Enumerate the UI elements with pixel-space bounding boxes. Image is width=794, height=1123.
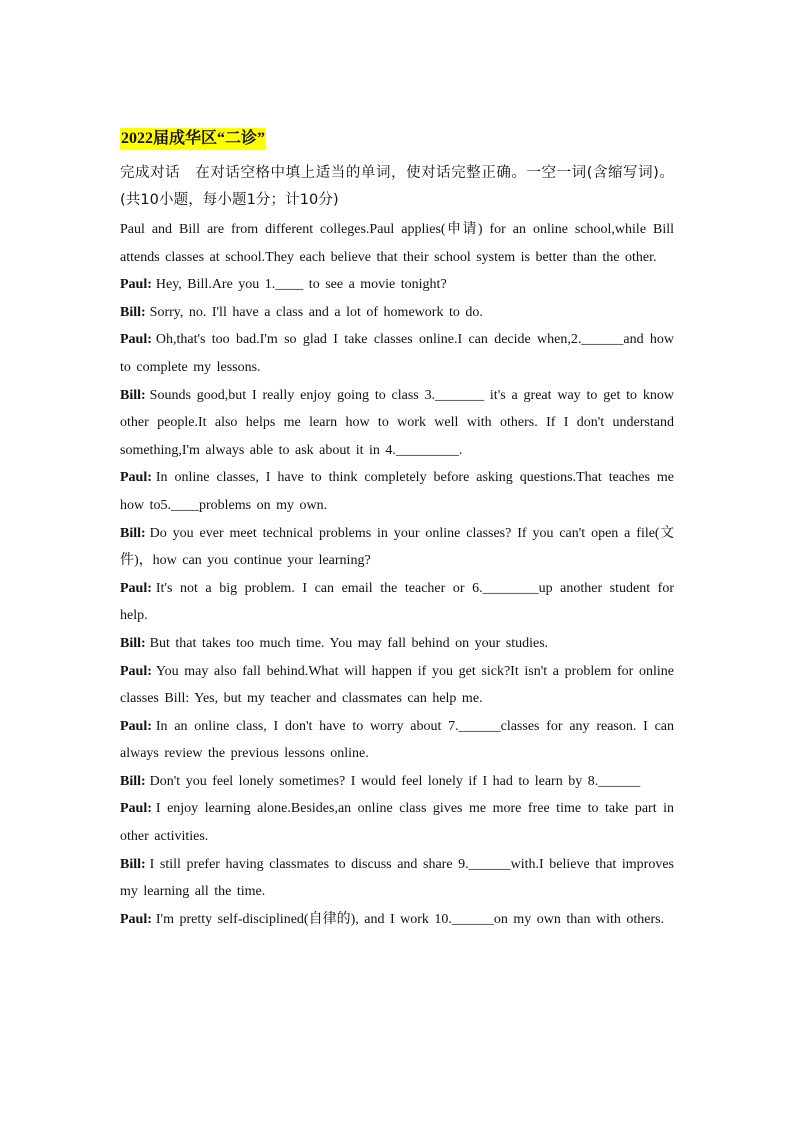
dialogue-text: Sorry, no. I'll have a class and a lot of homework to do. <box>149 304 483 320</box>
dialogue-text: Hey, Bill.Are you 1.____ to see a movie tonight? <box>155 277 447 293</box>
speaker-label: Bill: <box>120 635 146 651</box>
dialogue-line-13 <box>120 851 674 906</box>
dialogue-text: I still prefer having classmates to discuss and share 9.______with.I believe that improves my learning all the time. <box>120 856 674 900</box>
dialogue-line-8 <box>120 630 674 658</box>
dialogue-line-11 <box>120 768 674 796</box>
speaker-label: Bill: <box>120 387 146 403</box>
dialogue-text: Don't you feel lonely sometimes? I would feel lonely if I had to learn by 8.______ <box>149 773 641 789</box>
speaker-label: Paul: <box>120 801 152 817</box>
dialogue <box>120 271 674 933</box>
dialogue-line-10 <box>120 713 674 768</box>
speaker-label: Bill: <box>120 856 146 872</box>
dialogue-text: You may also fall behind.What will happen if you get sick?It isn't a problem for online classes Bill: Yes, but my teacher and classmates can help me. <box>120 663 674 707</box>
exam-title: 2022届成华区“二诊” <box>120 128 266 150</box>
dialogue-text: In online classes, I have to think completely before asking questions.That teaches me how to5.____problems on my own. <box>120 470 674 513</box>
speaker-label: Paul: <box>120 580 152 596</box>
dialogue-line-14 <box>120 906 674 934</box>
dialogue-text: I'm pretty self-disciplined(自律的), and I work 10.______on my own than with others. <box>155 911 665 927</box>
dialogue-line-3 <box>120 326 674 381</box>
speaker-label: Bill: <box>120 304 146 320</box>
dialogue-text: Sounds good,but I really enjoy going to class 3._______ it's a great way to get to know other people.It also helps me learn how to work well with others. If I don't understand something,I'm always able to ask about it in 4._________. <box>120 387 674 458</box>
dialogue-line-4 <box>120 382 674 465</box>
dialogue-text: But that takes too much time. You may fall behind on your studies. <box>149 635 549 651</box>
speaker-label: Paul: <box>120 911 152 927</box>
dialogue-line-9 <box>120 658 674 713</box>
dialogue-line-1 <box>120 271 674 299</box>
document-page <box>120 128 674 933</box>
speaker-label: Paul: <box>120 718 152 734</box>
dialogue-text: In an online class, I don't have to worry about 7.______classes for any reason. I can always review the previous lessons online. <box>120 718 674 762</box>
dialogue-line-7 <box>120 575 674 630</box>
speaker-label: Bill: <box>120 525 146 541</box>
intro-paragraph: Paul and Bill are from different colleges.Paul applies(申请) for an online school,while Bill attends classes at school.They each believe that their school system is better than the other. <box>120 222 674 265</box>
dialogue-text: It's not a big problem. I can email the teacher or 6.________up another student for help. <box>120 580 674 624</box>
dialogue-text: Do you ever meet technical problems in your online classes? If you can't open a file(文件)，how can you continue your learning? <box>120 525 674 569</box>
speaker-label: Paul: <box>120 663 152 679</box>
dialogue-line-5 <box>120 464 674 519</box>
speaker-label: Paul: <box>120 470 152 486</box>
dialogue-line-6 <box>120 520 674 575</box>
speaker-label: Paul: <box>120 277 152 293</box>
dialogue-text: I enjoy learning alone.Besides,an online class gives me more free time to take part in other activities. <box>120 801 674 845</box>
speaker-label: Bill: <box>120 773 146 789</box>
instruction-text: 完成对话 在对话空格中填上适当的单词，使对话完整正确。一空一词(含缩写词)。(共10小题，每小题1分；计10分) <box>120 165 674 208</box>
speaker-label: Paul: <box>120 332 152 348</box>
dialogue-text: Oh,that's too bad.I'm so glad I take classes online.I can decide when,2.______and how to complete my lessons. <box>120 332 674 375</box>
dialogue-line-2 <box>120 299 674 327</box>
dialogue-line-12 <box>120 795 674 850</box>
